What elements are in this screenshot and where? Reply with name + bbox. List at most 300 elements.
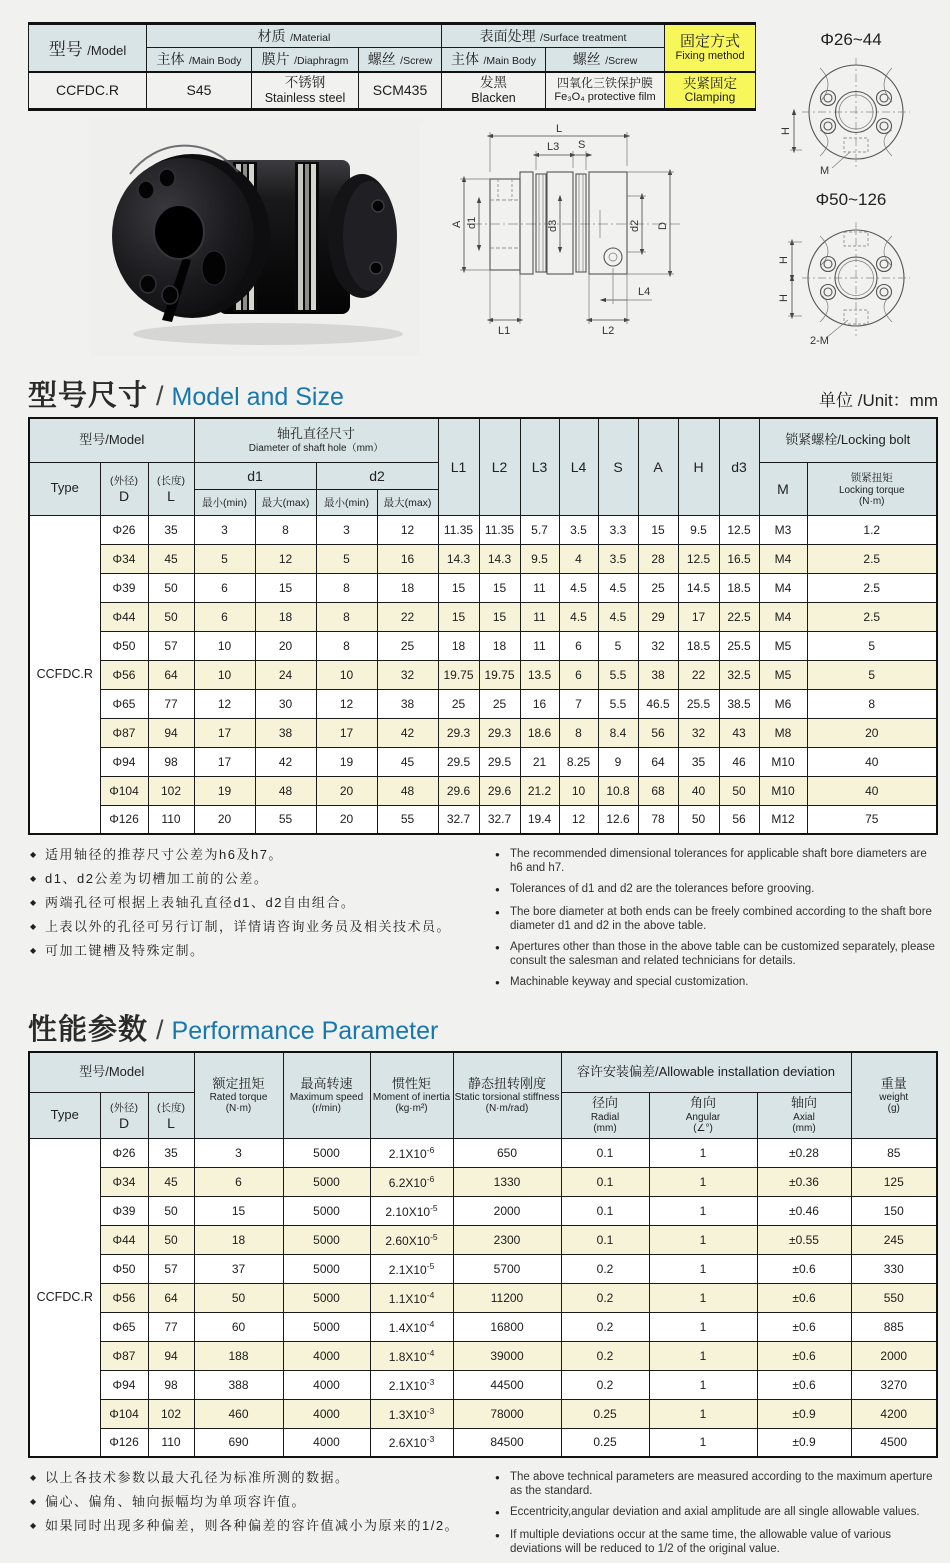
length-zh: (长度)	[157, 1101, 185, 1114]
radial-header	[561, 1092, 649, 1138]
table-cell: 1	[649, 1167, 757, 1196]
table-cell: M12	[759, 805, 807, 834]
note-item	[495, 847, 938, 875]
table-cell: 77	[148, 1312, 194, 1341]
table-cell: M4	[759, 573, 807, 602]
table-cell: 12.5	[678, 544, 719, 573]
col-A: A	[638, 418, 678, 515]
note-text: 以上各技术参数以最大孔径为标准所测的数据。	[45, 1470, 350, 1486]
table-cell: 20	[807, 718, 937, 747]
table-cell: ±0.6	[757, 1370, 851, 1399]
d2-header: d2	[316, 462, 438, 489]
table-cell: 56	[638, 718, 678, 747]
table-cell: 9	[598, 747, 638, 776]
table-row	[29, 1341, 937, 1370]
table-cell: 13.5	[520, 660, 559, 689]
table-cell: 50	[194, 1283, 283, 1312]
table-cell: 4.5	[598, 602, 638, 631]
spec-surface-zh: 表面处理	[479, 28, 536, 44]
dim-L1: L1	[498, 325, 511, 337]
bullet-icon: ◆	[30, 897, 37, 907]
table-cell: 45	[148, 1167, 194, 1196]
table-cell: 3	[194, 515, 255, 544]
table-cell: 4.5	[559, 573, 598, 602]
table-cell: 1	[649, 1428, 757, 1457]
table-row	[29, 1196, 937, 1225]
table-cell: 9.5	[520, 544, 559, 573]
axial-header	[757, 1092, 851, 1138]
size-section-head	[28, 370, 938, 414]
table-cell: 85	[851, 1138, 937, 1167]
table-cell: 18.6	[520, 718, 559, 747]
bullet-icon: ◆	[30, 1473, 37, 1483]
table-cell: 38	[638, 660, 678, 689]
table-cell: 42	[255, 747, 316, 776]
table-cell: 29.5	[438, 747, 479, 776]
table-cell: 11200	[453, 1283, 561, 1312]
note-text: Machinable keyway and special customization.	[510, 976, 749, 989]
outer-dia-header	[100, 462, 148, 515]
table-cell: 1	[649, 1283, 757, 1312]
table-cell: 8	[255, 515, 316, 544]
note-item	[30, 943, 479, 960]
table-cell: 2000	[851, 1341, 937, 1370]
note-item	[30, 919, 479, 936]
h-unit: (kg·m²)	[395, 1103, 428, 1115]
table-cell: Φ44	[100, 1225, 148, 1254]
table-cell: 6	[559, 631, 598, 660]
size-notes-en	[495, 847, 938, 998]
table-cell: 40	[678, 776, 719, 805]
table-cell: 11.35	[438, 515, 479, 544]
table-cell: Φ104	[100, 776, 148, 805]
table-cell: 29	[638, 602, 678, 631]
table-cell: 9.5	[678, 515, 719, 544]
val-zh: 不锈钢	[284, 75, 326, 91]
performance-table	[28, 1051, 938, 1458]
table-cell: 12.5	[719, 515, 759, 544]
table-cell: 75	[807, 805, 937, 834]
note-text: Tolerances of d1 and d2 are the tolerances before grooving.	[510, 883, 815, 896]
table-cell: 78000	[453, 1399, 561, 1428]
table-cell: 15	[638, 515, 678, 544]
bullet-icon: ●	[495, 885, 500, 895]
table-cell: 25	[479, 689, 520, 718]
table-cell: 43	[719, 718, 759, 747]
note-item	[495, 1470, 938, 1498]
table-row	[29, 776, 937, 805]
spec-material-header	[147, 24, 442, 48]
table-cell: 50	[148, 1196, 194, 1225]
table-cell: 24	[255, 660, 316, 689]
table-cell: 4000	[283, 1399, 370, 1428]
rated-torque-header	[194, 1052, 283, 1138]
note-text: 偏心、偏角、轴向振幅均为单项容许值。	[45, 1493, 307, 1509]
table-cell: M4	[759, 544, 807, 573]
table-cell: M6	[759, 689, 807, 718]
h-unit: (∠°)	[693, 1123, 713, 1135]
table-cell: 15	[255, 573, 316, 602]
sub-en: /Screw	[605, 55, 638, 68]
table-cell: 3	[316, 515, 377, 544]
table-cell: M3	[759, 515, 807, 544]
table-cell: 2000	[453, 1196, 561, 1225]
torque-unit: (N·m)	[858, 496, 885, 507]
h-zh: 额定扭矩	[212, 1075, 265, 1091]
table-cell: Φ50	[100, 1254, 148, 1283]
bullet-icon: ◆	[30, 850, 37, 859]
size-notes-zh	[30, 847, 479, 998]
sub-en: /Screw	[400, 55, 433, 68]
table-cell: $2.10X10^{-5}$	[370, 1196, 453, 1225]
table-cell: 28	[638, 544, 678, 573]
table-cell: 5000	[283, 1167, 370, 1196]
note-text: The recommended dimensional tolerances for applicable shaft bore diameters are h6 and h7.	[510, 848, 927, 875]
table-row	[29, 1138, 937, 1167]
table-cell: 5000	[283, 1283, 370, 1312]
val-en: Blacken	[471, 90, 516, 105]
table-cell: 25.5	[719, 631, 759, 660]
table-cell: 6	[194, 573, 255, 602]
spec-surface-screw-value	[546, 72, 665, 110]
table-cell: 5000	[283, 1225, 370, 1254]
table-cell: Φ56	[100, 660, 148, 689]
note-text: 两端孔径可根据上表轴孔直径d1、d2自由组合。	[45, 894, 356, 910]
table-cell: 18	[194, 1225, 283, 1254]
length-letter: L	[167, 488, 175, 504]
table-cell: 98	[148, 747, 194, 776]
table-cell: 245	[851, 1225, 937, 1254]
table-cell: 10	[194, 660, 255, 689]
perf-notes-zh	[30, 1470, 479, 1563]
table-cell: 29.3	[438, 718, 479, 747]
table-cell: 50	[148, 573, 194, 602]
table-cell: Φ39	[100, 573, 148, 602]
h-zh: 静态扭转刚度	[467, 1075, 546, 1091]
table-cell: 1	[649, 1138, 757, 1167]
table-row	[29, 515, 937, 544]
table-cell: Φ26	[100, 1138, 148, 1167]
note-item	[495, 905, 938, 933]
locking-torque-header	[807, 462, 937, 515]
dim-D: D	[657, 222, 669, 230]
table-cell: 4.5	[559, 602, 598, 631]
sub-zh: 螺丝	[572, 51, 601, 68]
table-cell: 20	[255, 631, 316, 660]
table-cell: 102	[148, 776, 194, 805]
table-cell: 22	[678, 660, 719, 689]
size-notes	[30, 847, 938, 998]
h-en: Angular	[685, 1111, 721, 1123]
h-zh: 重量	[880, 1075, 907, 1091]
stiffness-header	[453, 1052, 561, 1138]
table-cell: 46.5	[638, 689, 678, 718]
table-cell: 1	[649, 1225, 757, 1254]
table-cell: 1	[649, 1370, 757, 1399]
dim-L2: L2	[602, 325, 615, 337]
table-cell: 35	[678, 747, 719, 776]
table-cell: 188	[194, 1341, 283, 1370]
size-model-header: 型号/Model	[29, 418, 194, 462]
table-cell: 20	[194, 805, 255, 834]
table-cell: 64	[148, 1283, 194, 1312]
note-item	[30, 871, 479, 888]
torque-zh: 锁紧扭矩	[850, 471, 893, 484]
inertia-header	[370, 1052, 453, 1138]
table-cell: 32	[638, 631, 678, 660]
table-cell: 330	[851, 1254, 937, 1283]
bullet-icon: ●	[495, 978, 500, 988]
table-cell: 25	[377, 631, 438, 660]
front-view-drawings	[756, 28, 938, 350]
note-item	[495, 975, 938, 991]
table-cell: 20	[316, 776, 377, 805]
table-cell: 0.2	[561, 1312, 649, 1341]
table-cell: 12	[194, 689, 255, 718]
table-cell: 50	[678, 805, 719, 834]
table-cell: 14.5	[678, 573, 719, 602]
table-cell: 20	[316, 805, 377, 834]
outer-dia-letter: D	[118, 488, 130, 504]
table-cell: 17	[194, 747, 255, 776]
table-cell: 19.75	[438, 660, 479, 689]
spec-mainbody-subheader	[147, 48, 252, 72]
table-cell: 44500	[453, 1370, 561, 1399]
bullet-icon: ◆	[30, 1496, 37, 1506]
table-cell: 21	[520, 747, 559, 776]
table-cell: 77	[148, 689, 194, 718]
table-cell: 15	[438, 573, 479, 602]
table-cell: 32	[678, 718, 719, 747]
table-cell: 16.5	[719, 544, 759, 573]
col-H: H	[678, 418, 719, 515]
table-cell: 1	[649, 1399, 757, 1428]
note-text: 可加工键槽及特殊定制。	[45, 942, 205, 958]
table-cell: 17	[194, 718, 255, 747]
h-en: weight	[879, 1091, 909, 1103]
table-cell: 5000	[283, 1254, 370, 1283]
note-item	[30, 1494, 479, 1511]
shaft-hole-en: Diameter of shaft hole（mm）	[248, 442, 384, 454]
sub-zh: 螺丝	[367, 51, 396, 68]
table-cell: 11	[520, 631, 559, 660]
table-cell: 2.5	[807, 602, 937, 631]
perf-notes-en	[495, 1470, 938, 1563]
max-speed-header	[283, 1052, 370, 1138]
h-zh: 最高转速	[300, 1075, 353, 1091]
table-cell: 8	[559, 718, 598, 747]
unit-label: 单位 /Unit：mm	[819, 391, 938, 410]
table-cell: M10	[759, 747, 807, 776]
table-row	[29, 602, 937, 631]
table-cell: 57	[148, 631, 194, 660]
table-cell: 1	[649, 1312, 757, 1341]
table-cell: 6	[194, 1167, 283, 1196]
sub-zh: 主体	[451, 51, 479, 68]
d1-min-header: 最小(min)	[194, 489, 255, 515]
table-cell: 460	[194, 1399, 283, 1428]
spec-mainbody-value: S45	[147, 72, 252, 110]
table-cell: Φ104	[100, 1399, 148, 1428]
table-cell: 16	[377, 544, 438, 573]
sub-zh: 主体	[156, 51, 185, 68]
front-view-small	[758, 50, 936, 178]
perf-title-zh: 性能参数	[28, 1014, 149, 1047]
table-cell: ±0.36	[757, 1167, 851, 1196]
table-cell: 6	[559, 660, 598, 689]
table-cell: 12.6	[598, 805, 638, 834]
h-unit: (mm)	[593, 1123, 617, 1135]
table-cell: 32.5	[719, 660, 759, 689]
table-cell: Φ126	[100, 1428, 148, 1457]
table-row	[29, 660, 937, 689]
table-cell: 4000	[283, 1341, 370, 1370]
table-cell: 1	[649, 1196, 757, 1225]
note-text: 适用轴径的推荐尺寸公差为h6及h7。	[45, 847, 283, 862]
table-cell: 4000	[283, 1428, 370, 1457]
shaft-hole-zh: 轴孔直径尺寸	[276, 426, 355, 442]
table-cell: 94	[148, 718, 194, 747]
table-cell: 12	[255, 544, 316, 573]
model-type-cell: CCFDC.R	[29, 1138, 100, 1457]
table-row	[29, 544, 937, 573]
table-cell: 1330	[453, 1167, 561, 1196]
table-cell: 0.25	[561, 1399, 649, 1428]
table-cell: 12	[559, 805, 598, 834]
table-cell: 102	[148, 1399, 194, 1428]
dim-L3: L3	[547, 141, 560, 153]
table-cell: 55	[377, 805, 438, 834]
table-cell: 5.5	[598, 689, 638, 718]
spec-model-en: /Model	[87, 43, 127, 59]
spec-surface-screw-subheader	[546, 48, 665, 72]
table-cell: 885	[851, 1312, 937, 1341]
table-cell: 110	[148, 805, 194, 834]
table-cell: 50	[719, 776, 759, 805]
table-cell: 18	[438, 631, 479, 660]
table-cell: 32.7	[438, 805, 479, 834]
h-en: Axial	[793, 1111, 815, 1123]
table-cell: ±0.9	[757, 1428, 851, 1457]
table-cell: 98	[148, 1370, 194, 1399]
table-cell: 1	[649, 1254, 757, 1283]
table-cell: 40	[807, 776, 937, 805]
table-cell: 11	[520, 602, 559, 631]
size-title-zh: 型号尺寸	[28, 380, 149, 412]
table-cell: 29.5	[479, 747, 520, 776]
table-cell: M5	[759, 660, 807, 689]
spec-model-zh: 型号	[48, 40, 83, 60]
sub-en: /Main Body	[188, 55, 242, 68]
table-cell: 7	[559, 689, 598, 718]
table-cell: Φ87	[100, 718, 148, 747]
table-row	[29, 1428, 937, 1457]
note-item	[30, 847, 479, 864]
table-cell: 2.5	[807, 573, 937, 602]
table-cell: 5	[807, 631, 937, 660]
table-cell: 68	[638, 776, 678, 805]
spec-table	[28, 22, 756, 111]
table-cell: $1.3X10^{-3}$	[370, 1399, 453, 1428]
col-L1: L1	[438, 418, 479, 515]
table-row	[29, 1225, 937, 1254]
spec-fixing-header	[665, 24, 756, 72]
table-cell: $2.6X10^{-3}$	[370, 1428, 453, 1457]
table-cell: $1.8X10^{-4}$	[370, 1341, 453, 1370]
front-small-title: Φ26~44	[820, 30, 882, 49]
side-view-drawing	[420, 122, 757, 354]
table-cell: $1.4X10^{-4}$	[370, 1312, 453, 1341]
spec-diaphragm-value	[252, 72, 359, 110]
outer-dia-zh: (外径)	[110, 475, 138, 487]
dim-H: H	[778, 294, 790, 302]
h-unit: (mm)	[792, 1123, 816, 1135]
top-section	[28, 12, 938, 364]
bullet-icon: ◆	[30, 1520, 37, 1530]
table-cell: 35	[148, 1138, 194, 1167]
col-L3: L3	[520, 418, 559, 515]
table-row	[29, 1370, 937, 1399]
h-unit: (r/min)	[312, 1103, 341, 1115]
table-cell: 11	[520, 573, 559, 602]
table-cell: 0.1	[561, 1225, 649, 1254]
table-cell: 29.3	[479, 718, 520, 747]
table-cell: 8.4	[598, 718, 638, 747]
spec-surface-mainbody-subheader	[442, 48, 546, 72]
table-cell: 4000	[283, 1370, 370, 1399]
front-view-large	[758, 210, 936, 350]
col-L2: L2	[479, 418, 520, 515]
table-cell: 150	[851, 1196, 937, 1225]
table-cell: 19	[194, 776, 255, 805]
table-cell: 39000	[453, 1341, 561, 1370]
table-cell: M4	[759, 602, 807, 631]
table-cell: 17	[316, 718, 377, 747]
table-cell: Φ65	[100, 1312, 148, 1341]
torque-en: Locking torque	[838, 484, 905, 496]
table-cell: ±0.9	[757, 1399, 851, 1428]
table-cell: 3270	[851, 1370, 937, 1399]
perf-section-head	[28, 1004, 938, 1048]
length-letter: L	[167, 1114, 175, 1131]
table-cell: Φ50	[100, 631, 148, 660]
perf-section-title	[28, 1007, 438, 1048]
bullet-icon: ●	[495, 1508, 500, 1518]
deviation-header: 容许安装偏差/Allowable installation deviation	[561, 1052, 851, 1092]
table-cell: ±0.6	[757, 1254, 851, 1283]
col-L4: L4	[559, 418, 598, 515]
note-item	[495, 1528, 938, 1556]
spec-model-header	[29, 24, 147, 72]
table-cell: 42	[377, 718, 438, 747]
table-cell: 16	[520, 689, 559, 718]
h-zh: 轴向	[790, 1095, 817, 1111]
bullet-icon: ●	[495, 908, 500, 918]
table-cell: $1.1X10^{-4}$	[370, 1283, 453, 1312]
table-row	[29, 718, 937, 747]
length-header	[148, 462, 194, 515]
table-cell: 64	[638, 747, 678, 776]
model-type-cell: CCFDC.R	[29, 515, 100, 834]
table-cell: 5.5	[598, 660, 638, 689]
table-cell: $2.1X10^{-3}$	[370, 1370, 453, 1399]
locking-bolt-header: 锁紧螺栓/Locking bolt	[759, 418, 937, 462]
outer-dia-zh: (外径)	[110, 1101, 138, 1114]
title-separator: /	[156, 381, 164, 411]
h-unit: (g)	[887, 1103, 900, 1115]
table-cell: $2.1X10^{-6}$	[370, 1138, 453, 1167]
note-text: If multiple deviations occur at the same time, the allowable value of various deviations will be reduced to 1/2 of the original value.	[510, 1529, 891, 1556]
